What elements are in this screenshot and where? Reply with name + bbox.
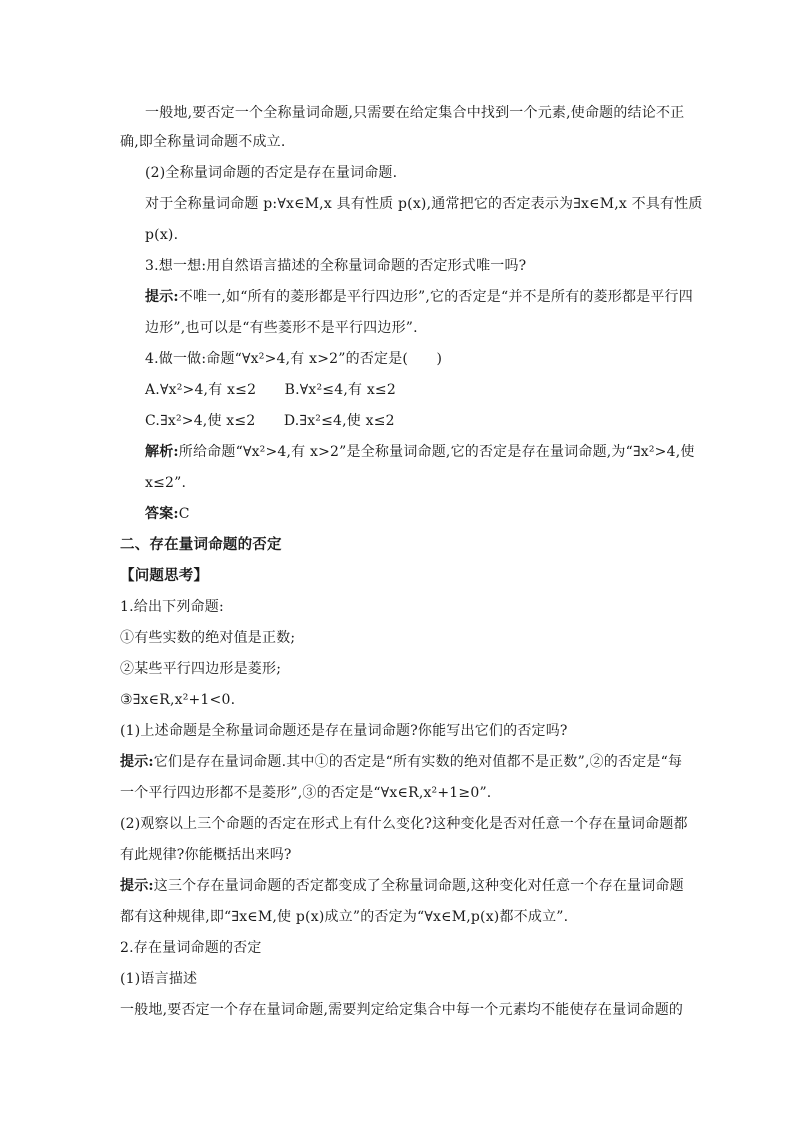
- paragraph-line-5: p(x).: [145, 227, 179, 243]
- analysis-line-2: x≤2”.: [145, 475, 187, 491]
- analysis-line-1: [145, 442, 695, 462]
- answer-label: 答案:: [145, 506, 179, 522]
- subsection-heading: 【问题思考】: [120, 567, 209, 584]
- hint-label: 提示:: [120, 754, 154, 770]
- paragraph-line-25: 有此规律?你能概括出来吗?: [120, 847, 292, 863]
- analysis-label: 解析:: [145, 444, 179, 460]
- section-heading: 二、存在量词命题的否定: [120, 536, 282, 553]
- hint-line-1: [145, 287, 693, 307]
- list-item-3: ③∃x∈R,x²+1<0.: [120, 692, 236, 708]
- paragraph-line-28: 2.存在量词命题的否定: [120, 940, 262, 956]
- options-ab: A.∀x²>4,有 x≤2 B.∀x²≤4,有 x≤2: [145, 382, 396, 398]
- paragraph-line-30: 一般地,要否定一个存在量词命题,需要判定给定集合中每一个元素均不能使存在量词命题的: [120, 1002, 684, 1018]
- list-item-1: ①有些实数的绝对值是正数;: [120, 630, 296, 646]
- paragraph-line-17: 1.给出下列命题:: [120, 599, 224, 615]
- list-item-2: ②某些平行四边形是菱形;: [120, 661, 282, 677]
- question-line: 4.做一做:命题“∀x²>4,有 x>2”的否定是( ): [145, 351, 443, 367]
- paragraph-line-23: 一个平行四边形都不是菱形”,③的否定是“∀x∈R,x²+1≥0”.: [120, 785, 492, 801]
- hint-label: 提示:: [120, 878, 154, 894]
- answer-text: C: [178, 506, 190, 522]
- hint-text: 它们是存在量词命题.其中①的否定是“所有实数的绝对值都不是正数”,②的否定是“每: [153, 754, 683, 770]
- paragraph-line-1: 一般地,要否定一个全称量词命题,只需要在给定集合中找到一个元素,使命题的结论不正: [145, 105, 685, 121]
- options-cd: C.∃x²>4,使 x≤2 D.∃x²≤4,使 x≤2: [145, 413, 395, 429]
- answer-line: [145, 504, 190, 524]
- analysis-text: 所给命题“∀x²>4,有 x>2”是全称量词命题,它的否定是存在量词命题,为“∃x²>4,使: [178, 444, 695, 460]
- hint-text: 不唯一,如“所有的菱形都是平行四边形”,它的否定是“并不是所有的菱形都是平行四: [178, 289, 693, 305]
- hint-text: 这三个存在量词命题的否定都变成了全称量词命题,这种变化对任意一个存在量词命题: [153, 878, 684, 894]
- hint-line-2: [120, 752, 682, 772]
- paragraph-line-8: 边形”,也可以是“有些菱形不是平行四边形”.: [145, 320, 418, 336]
- paragraph-line-3: (2)全称量词命题的否定是存在量词命题.: [145, 165, 398, 181]
- paragraph-line-2: 确,即全称量词命题不成立.: [120, 134, 286, 150]
- paragraph-line-27: 都有这种规律,即“∃x∈M,使 p(x)成立”的否定为“∀x∈M,p(x)都不成立”.: [120, 909, 569, 925]
- paragraph-line-4: 对于全称量词命题 p:∀x∈M,x 具有性质 p(x),通常把它的否定表示为∃x∈M,x 不具有性质: [145, 196, 703, 212]
- paragraph-line-24: (2)观察以上三个命题的否定在形式上有什么变化?这种变化是否对任意一个存在量词命题都: [120, 816, 688, 832]
- paragraph-line-6: 3.想一想:用自然语言描述的全称量词命题的否定形式唯一吗?: [145, 258, 527, 274]
- paragraph-line-29: (1)语言描述: [120, 971, 198, 987]
- hint-line-3: [120, 876, 684, 896]
- hint-label: 提示:: [145, 289, 179, 305]
- paragraph-line-21: (1)上述命题是全称量词命题还是存在量词命题?你能写出它们的否定吗?: [120, 723, 568, 739]
